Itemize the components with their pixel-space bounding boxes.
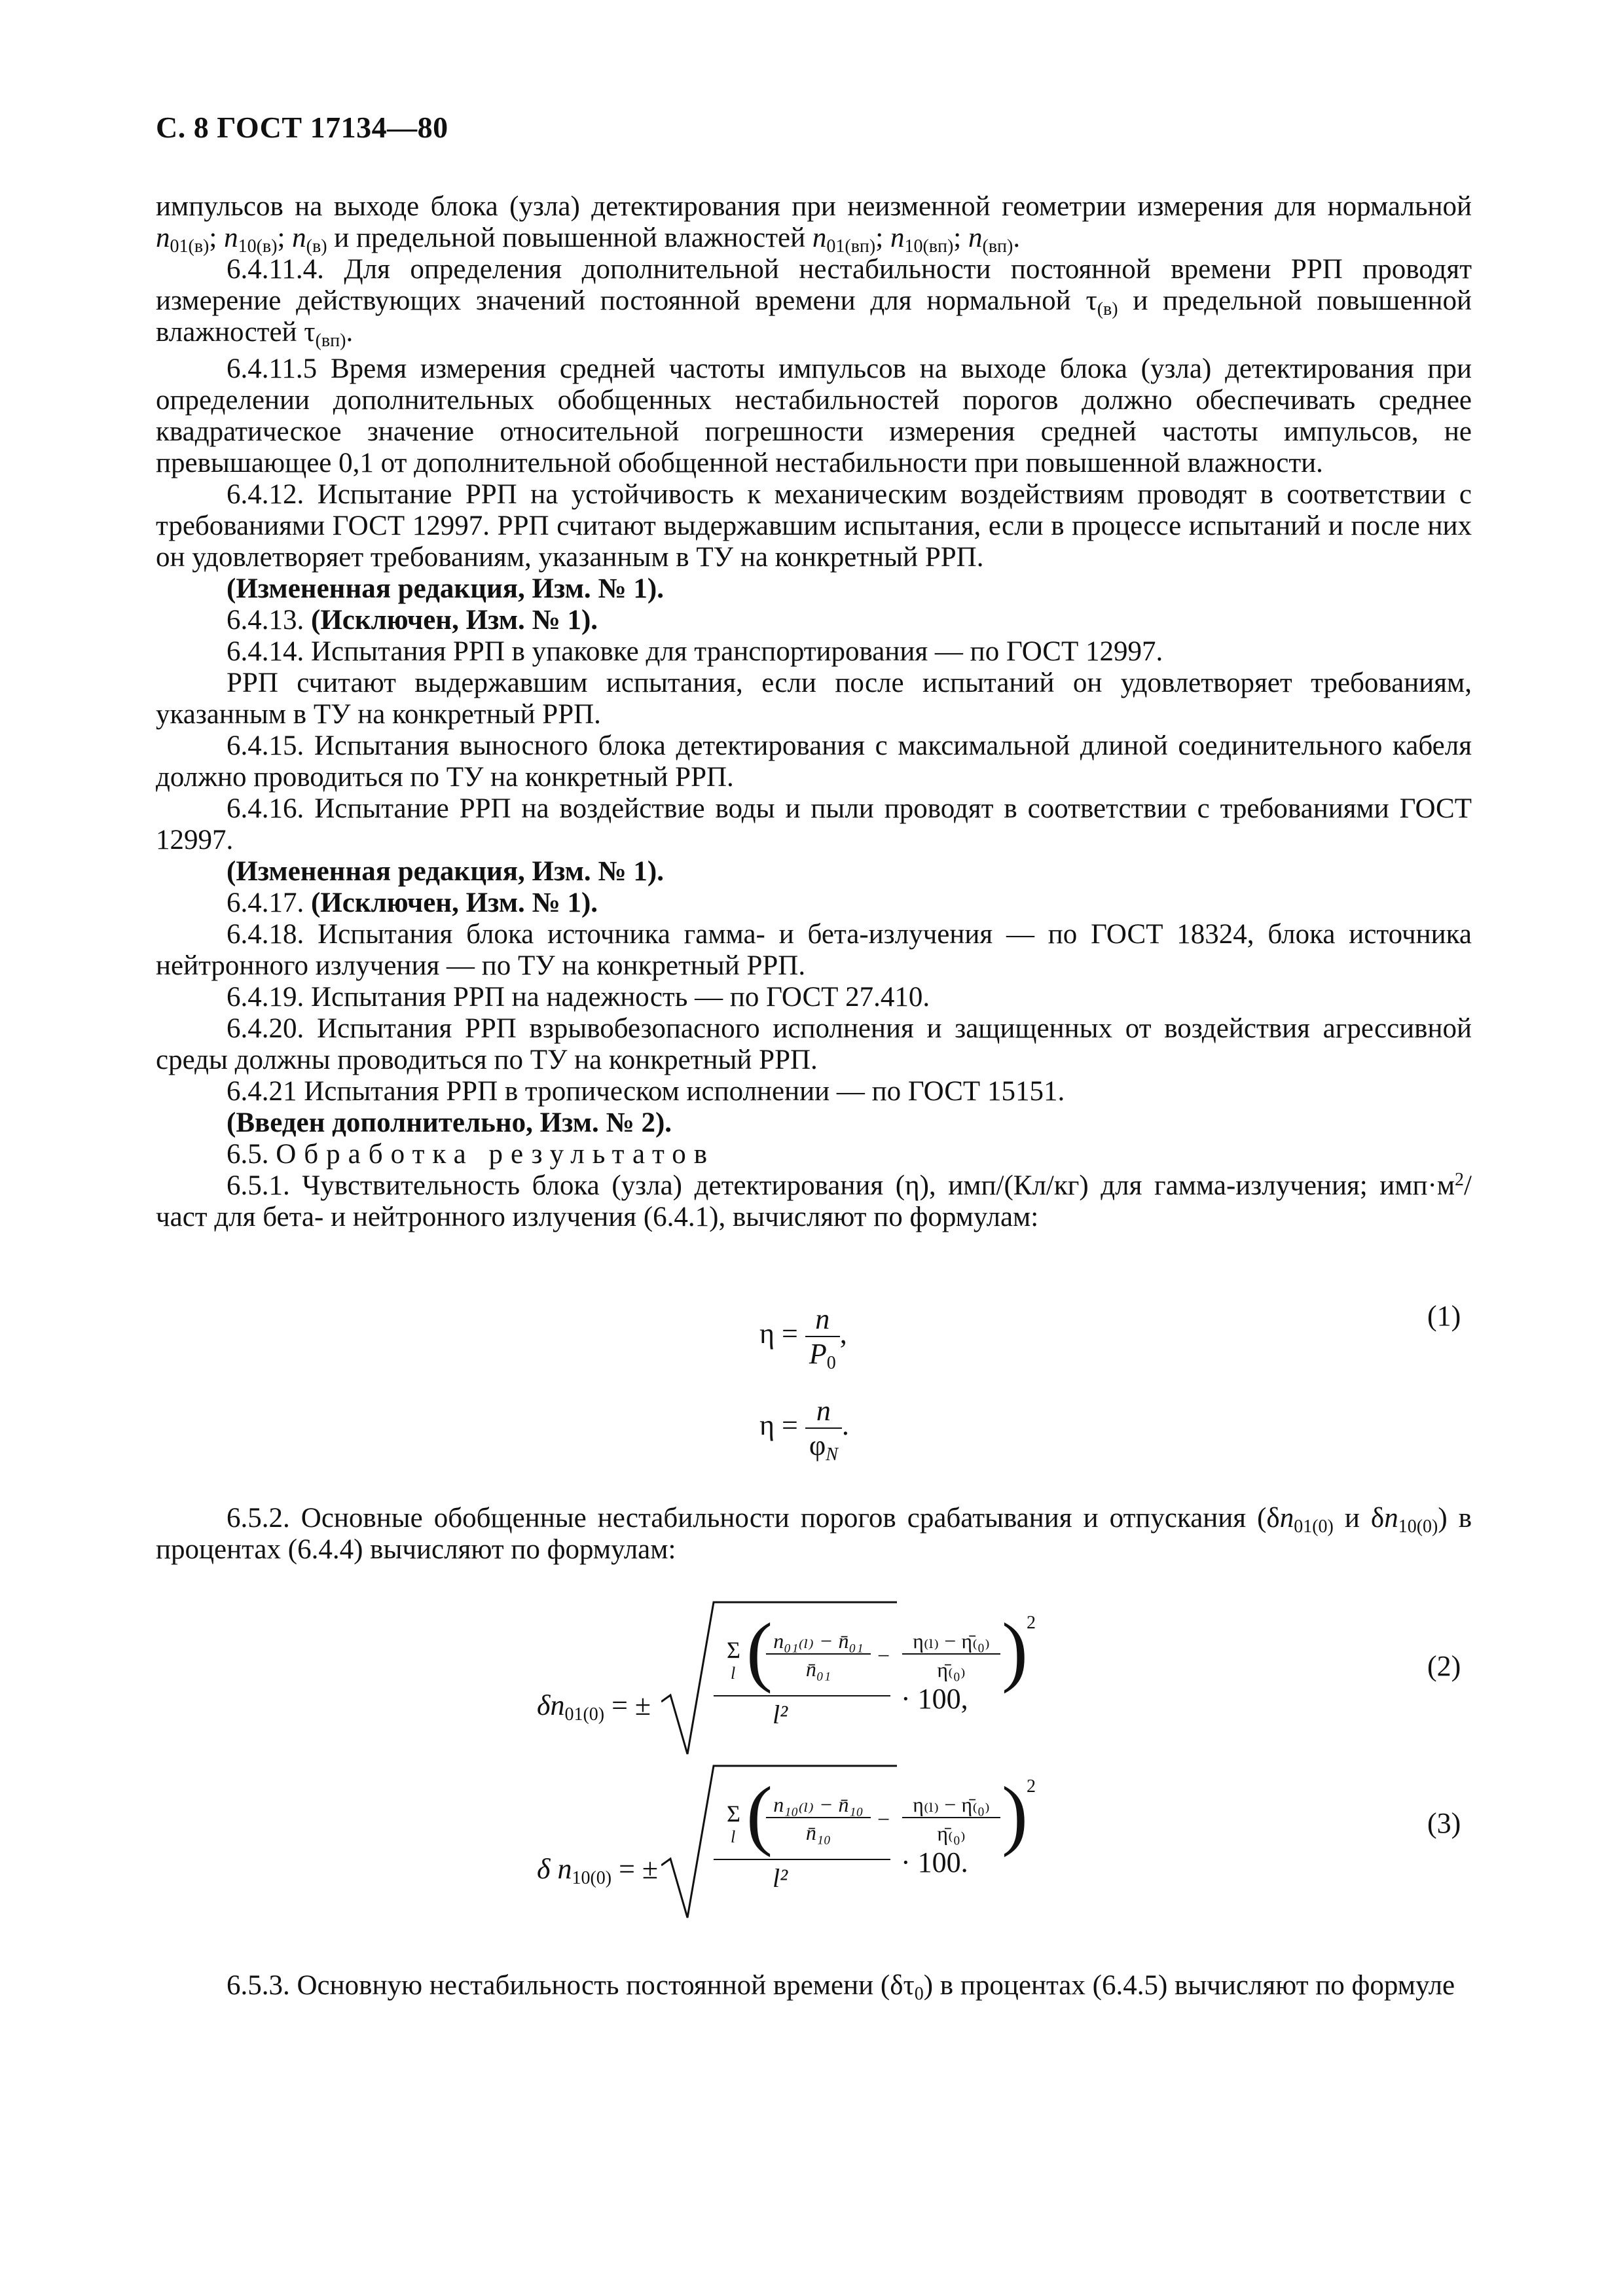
amendment-note: (Измененная редакция, Изм. № 1).: [227, 856, 664, 887]
amendment-note: (Измененная редакция, Изм. № 1).: [227, 573, 664, 604]
sigma-symbol: Σ: [727, 1637, 740, 1663]
fraction-bar: [714, 1695, 890, 1696]
amendment-note: (Введен дополнительно, Изм. № 2).: [227, 1107, 672, 1138]
paragraph: 6.5.1. Чувствительность блока (узла) детектирования (η), имп/(Кл/кг) для гамма-излучения; $имп\cdot м^2$/част для бета- и нейтронного излучения (6.4.1), вычисляют по формулам:: [156, 1170, 1472, 1232]
formula-2: $\delta n_{01(0)}$ = ± Σ l ( n₀₁₍ₗ₎ − n̄₀₁ n̄₀₁ − η₍ₗ₎ − η̄₍₀₎ η̄₍₀₎ ) 2 l² · 100,: [537, 1597, 1322, 1761]
paragraph: 6.4.18. Испытания блока источника гамма- и бета-излучения — по ГОСТ 18324, блока источника нейтронного излучения — по ТУ на конкретный РРП.: [156, 919, 1472, 981]
formula-1: η = $\frac{n}{P_0}$ ,: [759, 1303, 847, 1373]
equation-number: (3): [1427, 1807, 1461, 1839]
paragraph: 6.4.13. (Исключен, Изм. № 1).: [227, 605, 598, 636]
paragraph: РРП считают выдержавшим испытания, если после испытаний он удовлетворяет требованиям, указанным в ТУ на конкретный РРП.: [156, 668, 1472, 730]
paragraph: 6.4.12. Испытание РРП на устойчивость к механическим воздействиям проводят в соответствии с требованиями ГОСТ 12997. РРП считают выдержавшим испытания, если в процессе испытаний и после них он удовлетворяет требованиям, указанным в ТУ на конкретный РРП.: [156, 479, 1472, 573]
paragraph: 6.4.15. Испытания выносного блока детектирования с максимальной длиной соединительного кабеля должно проводиться по ТУ на конкретный РРП.: [156, 730, 1472, 793]
body-text: [156, 191, 1472, 1233]
section-heading: 6.5. Обработка результатов: [227, 1139, 715, 1170]
fraction-bar: [714, 1859, 890, 1860]
paragraph: 6.4.14. Испытания РРП в упаковке для транспортирования — по ГОСТ 12997.: [227, 636, 1163, 667]
paragraph: импульсов на выходе блока (узла) детектирования при неизменной геометрии измерения для нормальной $n_{01(в)}$; $n_{10(в)}$; $n_{(в)}$ и предельной повышенной влажностей $n_{01(вп)}$; $n_{10(вп)}$; $n_{(вп)}$.: [156, 191, 1472, 257]
formula-3: δ $n_{10(0)}$ = ± Σ l ( n₁₀₍ₗ₎ − n̄₁₀ n̄₁₀ − η₍ₗ₎ − η̄₍₀₎ η̄₍₀₎ ) 2 l² · 100.: [537, 1761, 1322, 1924]
paragraph: 6.4.19. Испытания РРП на надежность — по ГОСТ 27.410.: [227, 982, 930, 1013]
page-header: С. 8 ГОСТ 17134—80: [156, 111, 448, 144]
body-text-2: [156, 1503, 1472, 1566]
paragraph: 6.4.21 Испытания РРП в тропическом исполнении — по ГОСТ 15151.: [227, 1076, 1065, 1107]
body-text-3: [156, 1970, 1472, 2004]
paragraph: 6.4.17. (Исключен, Изм. № 1).: [227, 888, 598, 918]
equation-number: (1): [1427, 1300, 1461, 1332]
paragraph: 6.5.2. Основные обобщенные нестабильности порогов срабатывания и отпускания ($\delta n_{01(0)}$ и $\delta n_{10(0)}$) в процентах (6.4.4) вычисляют по формулам:: [156, 1503, 1472, 1565]
sigma-symbol: Σ: [727, 1801, 740, 1827]
paragraph: 6.5.3. Основную нестабильность постоянной времени $(\delta\tau_0)$ в процентах (6.4.5) вычисляют по формуле: [227, 1970, 1455, 2004]
formula-1b: η = $\frac{n}{\varphi_N}$ .: [759, 1395, 849, 1465]
paragraph: 6.4.20. Испытания РРП взрывобезопасного исполнения и защищенных от воздействия агрессивной среды должны проводиться по ТУ на конкретный РРП.: [156, 1013, 1472, 1075]
paragraph: 6.4.11.5 Время измерения средней частоты импульсов на выходе блока (узла) детектирования при определении дополнительных обобщенных нестабильностей порогов должно обеспечивать среднее квадратическое значение относительной погрешности измерения средней частоты импульсов, не превышающее 0,1 от дополнительной обобщенной нестабильности при повышенной влажности.: [156, 353, 1472, 478]
paragraph: 6.4.11.4. Для определения дополнительной нестабильности постоянной времени РРП проводят измерение действующих значений постоянной времени для нормальной $\tau_{(в)}$ и предельной повышенной влажностей $\tau_{(вп)}$.: [156, 254, 1472, 351]
paragraph: 6.4.16. Испытание РРП на воздействие воды и пыли проводят в соответствии с требованиями ГОСТ 12997.: [156, 793, 1472, 855]
equation-number: (2): [1427, 1650, 1461, 1682]
